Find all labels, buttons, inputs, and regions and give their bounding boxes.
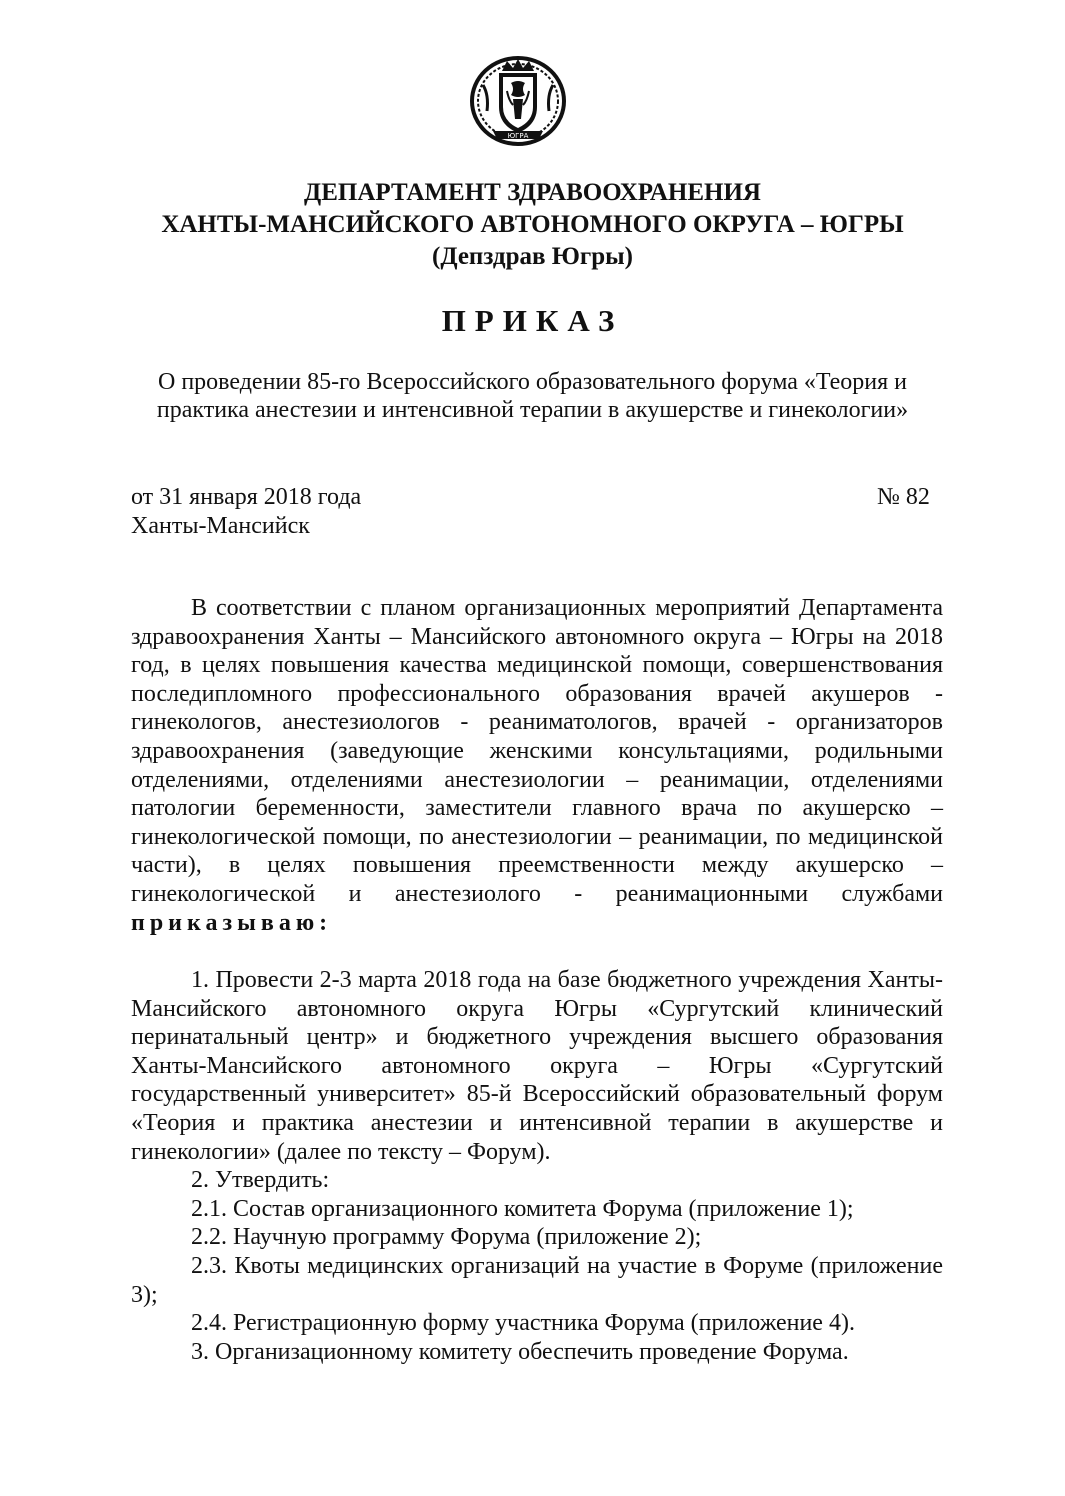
order-item: 2.1. Состав организационного комитета Форума (приложение 1); — [191, 1195, 854, 1222]
document-subject-line2: практика анестезии и интенсивной терапии в акушерстве и гинекологии» — [156, 397, 909, 423]
order-item: 3. Организационному комитету обеспечить проведение Форума. — [191, 1338, 849, 1365]
order-word: приказываю: — [131, 909, 333, 936]
order-item: 1. Провести 2-3 марта 2018 года на базе бюджетного учреждения Ханты-Мансийского автономного округа Югры «Сургутский клинический перинатальный центр» и бюджетного учреждения высшего образования Ханты-Мансийского автономного округа – Югры «Сургутский государственный университет» 85-й Всероссийский образовательный форум «Теория и практика анестезии и интенсивной терапии в акушерстве и гинекологии» (далее по тексту – Форум). — [131, 967, 943, 1165]
order-item: 2.2. Научную программу Форума (приложение 2); — [191, 1224, 702, 1251]
order-item: 2. Утвердить: — [191, 1167, 330, 1194]
ugra-coat-of-arms-icon — [469, 55, 567, 147]
document-city: Ханты-Мансийск — [131, 513, 310, 539]
document-subject-line1: О проведении 85-го Всероссийского образовательного форума «Теория и — [158, 369, 907, 395]
document-date: от 31 января 2018 года — [131, 484, 362, 510]
order-item: 2.3. Квоты медицинских организаций на участие в Форуме (приложение 3); — [131, 1252, 943, 1308]
document-title: ПРИКАЗ — [441, 303, 624, 338]
department-name-line1: ДЕПАРТАМЕНТ ЗДРАВООХРАНЕНИЯ — [304, 179, 761, 206]
document-number: № 82 — [877, 484, 930, 510]
emblem-ribbon-text: ЮГРА — [507, 132, 529, 140]
order-items — [131, 966, 943, 1366]
preamble-text: В соответствии с планом организационных мероприятий Департамента здравоохранения Ханты – Мансийского автономного округа – Югры на 2018 год, в целях повышения качества медицинской помощи, совершенствования последипломного профессионального образования врачей акушеров - гинекологов, анестезиологов - реаниматологов, врачей - организаторов здравоохранения (заведующие женскими консультациями, родильными отделениями, отделениями анестезиологии – реанимации, отделениями патологии беременности, заместители главного врача по акушерско – гинекологической помощи, по анестезиологии – реанимации, по медицинской части), в целях повышения преемственности между акушерско – гинекологической и анестезиолого - реанимационными службами — [131, 595, 943, 907]
department-short-name: (Депздрав Югры) — [432, 243, 633, 270]
preamble-paragraph — [131, 594, 943, 937]
department-name-line2: ХАНТЫ-МАНСИЙСКОГО АВТОНОМНОГО ОКРУГА – ЮГРЫ — [161, 211, 904, 238]
order-item: 2.4. Регистрационную форму участника Форума (приложение 4). — [191, 1310, 855, 1337]
